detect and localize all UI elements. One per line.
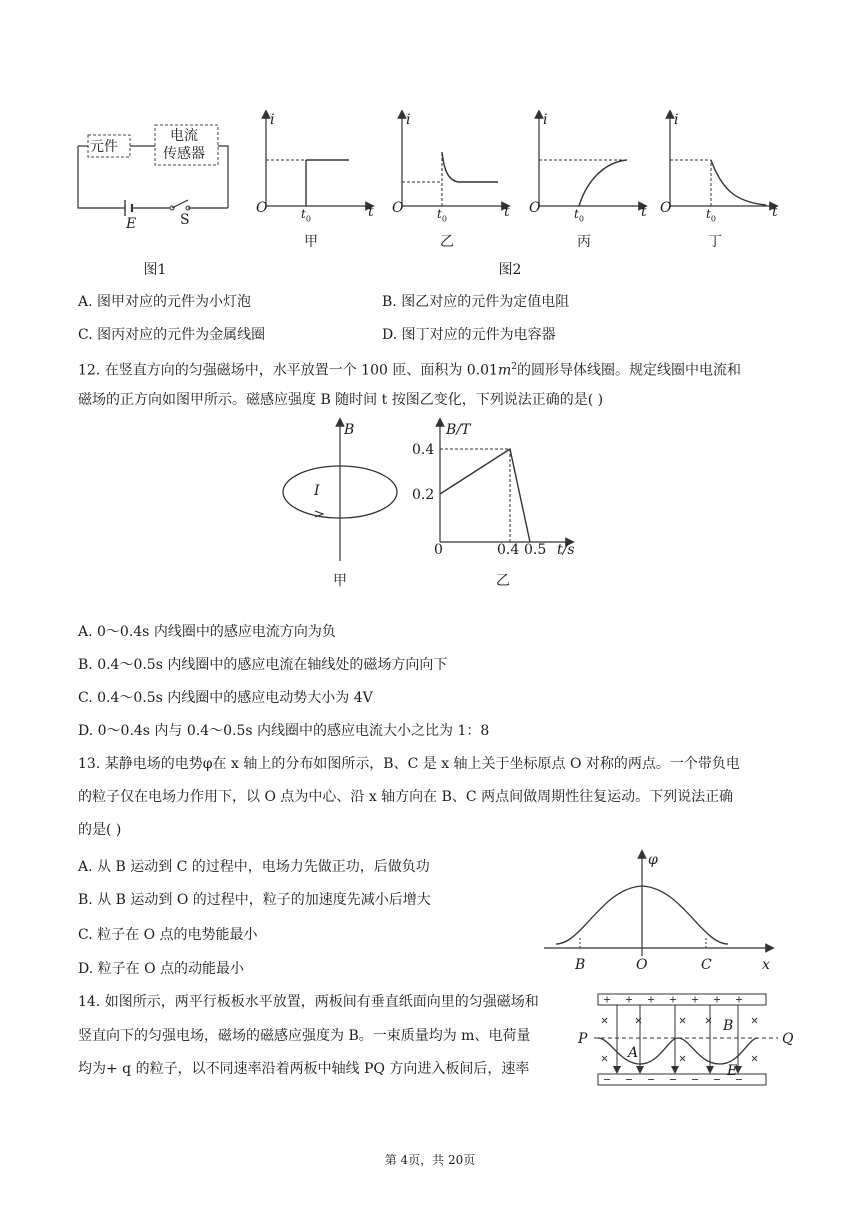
q14-fig-p-label: P — [578, 1031, 588, 1047]
graph-bing-origin: O — [529, 200, 541, 216]
q13-stem-line1: 13. 某静电场的电势φ在 x 轴上的分布如图所示，B、C 是 x 轴上关于坐标原点 O 对称的两点。一个带负电 — [78, 756, 740, 772]
q12-yi-tick-04x: 0.4 — [497, 542, 520, 558]
q13-option-c: C. 粒子在 O 点的电势能最小 — [78, 927, 258, 943]
q14-fig-b-label: B — [723, 1018, 734, 1034]
q14-stem-line3: 均为+ q 的粒子，以不同速率沿着两板中轴线 PQ 方向进入板间后，速率 — [78, 1061, 530, 1077]
graph-ding-caption: 丁 — [708, 234, 722, 250]
q13-stem-line3: 的是( ) — [78, 822, 122, 838]
q13-option-a: A. 从 B 运动到 C 的过程中，电场力先做正功，后做负功 — [78, 859, 430, 875]
q11-option-c: C. 图丙对应的元件为金属线圈 — [78, 327, 266, 343]
graph-bing-t0: $t_0$ — [574, 207, 584, 224]
graph-jia-caption: 甲 — [304, 234, 318, 250]
q13-figure-phi-graph — [542, 848, 777, 958]
sensor-label-line1: 电流 — [170, 128, 198, 144]
q11-option-b: B. 图乙对应的元件为定值电阻 — [382, 294, 570, 310]
q14-stem-line2: 竖直向下的匀强电场，磁场的磁感应强度为 B。一束质量均为 m、电荷量 — [78, 1028, 531, 1044]
q13-fig-c-label: C — [701, 957, 712, 973]
q14-fig-q-label: Q — [782, 1031, 794, 1047]
q13-stem-line2: 的粒子仅在电场力作用下，以 O 点为中心、沿 x 轴方向在 B、C 两点间做周期性往复运动。下列说法正确 — [78, 789, 734, 805]
q12-yi-tick-0: 0 — [434, 542, 443, 558]
switch-label: S — [180, 212, 190, 228]
q11-option-a: A. 图甲对应的元件为小灯泡 — [78, 294, 252, 310]
q12-yi-tick-02: 0.2 — [412, 487, 435, 503]
q12-jia-current-i: I — [314, 483, 320, 499]
q12-stem-line2: 磁场的正方向如图甲所示。磁感应强度 B 随时间 t 按图乙变化，下列说法正确的是( ) — [78, 392, 604, 408]
q12-figure-jia-coil — [275, 416, 405, 566]
graph-jia-axis-t: t — [368, 204, 374, 220]
q14-stem-line1: 14. 如图所示，两平行板板水平放置，两板间有垂直纸面向里的匀强磁场和 — [78, 994, 539, 1010]
q12-option-c: C. 0.4～0.5s 内线圈中的感应电动势大小为 4V — [78, 690, 373, 706]
q13-option-d: D. 粒子在 O 点的动能最小 — [78, 961, 245, 977]
graph-yi-axis-i: i — [406, 112, 411, 128]
graph-ding-origin: O — [660, 200, 672, 216]
graph-jia-axis-i: i — [270, 112, 275, 128]
q14-fig-e-label: E — [727, 1063, 738, 1079]
q12-jia-axis-b: B — [344, 422, 355, 438]
figure-2-caption: 图2 — [498, 262, 522, 278]
q13-option-b: B. 从 B 运动到 O 的过程中，粒子的加速度先减小后增大 — [78, 892, 431, 908]
q12-stem-line1: 12. 在竖直方向的匀强磁场中，水平放置一个 100 匝、面积为 $0.01m^2$的圆形导体线圈。规定线圈中电流和 — [78, 362, 741, 379]
graph-ding-axis-i: i — [674, 112, 679, 128]
graph-yi-t0: $t_0$ — [437, 207, 447, 224]
q12-yi-caption: 乙 — [496, 573, 510, 589]
graph-bing-axis-i: i — [543, 112, 548, 128]
graph-ding-t0: $t_0$ — [706, 207, 716, 224]
q12-figure-yi-graph — [420, 418, 580, 558]
q12-yi-y-label: B/T — [446, 422, 471, 438]
battery-label: E — [126, 216, 137, 232]
element-label: 元件 — [90, 139, 118, 155]
sensor-label-line2: 传感器 — [163, 146, 205, 162]
figure-1-caption: 图1 — [143, 262, 167, 278]
graph-yi-caption: 乙 — [440, 234, 454, 250]
q12-jia-caption: 甲 — [333, 573, 347, 589]
graph-yi-axis-t: t — [504, 204, 510, 220]
q13-fig-phi-label: φ — [648, 852, 658, 868]
graph-bing-axis-t: t — [641, 204, 647, 220]
q12-yi-tick-05x: 0.5 — [524, 542, 547, 558]
graph-jia-origin: O — [256, 200, 268, 216]
q12-option-a: A. 0～0.4s 内线圈中的感应电流方向为负 — [78, 624, 336, 640]
q13-fig-x-label: x — [762, 957, 770, 973]
q12-yi-tick-04: 0.4 — [412, 442, 435, 458]
graph-bing-caption: 丙 — [577, 234, 591, 250]
graph-jia-t0: $t_0$ — [301, 207, 311, 224]
q12-option-d: D. 0～0.4s 内与 0.4～0.5s 内线圈中的感应电流大小之比为 1：8 — [78, 723, 490, 739]
q12-option-b: B. 0.4～0.5s 内线圈中的感应电流在轴线处的磁场方向向下 — [78, 657, 448, 673]
page-footer: 第 4页，共 20页 — [384, 1153, 476, 1167]
q12-yi-x-label: t/s — [557, 542, 575, 558]
q14-figure-plates — [580, 990, 790, 1090]
figure-1-circuit — [70, 118, 240, 238]
graph-ding-axis-t: t — [772, 204, 778, 220]
q13-fig-o-label: O — [636, 957, 648, 973]
q11-option-d: D. 图丁对应的元件为电容器 — [382, 327, 556, 343]
q14-fig-a-label: A — [628, 1045, 639, 1061]
q13-fig-b-label: B — [575, 957, 586, 973]
graph-yi-origin: O — [392, 200, 404, 216]
